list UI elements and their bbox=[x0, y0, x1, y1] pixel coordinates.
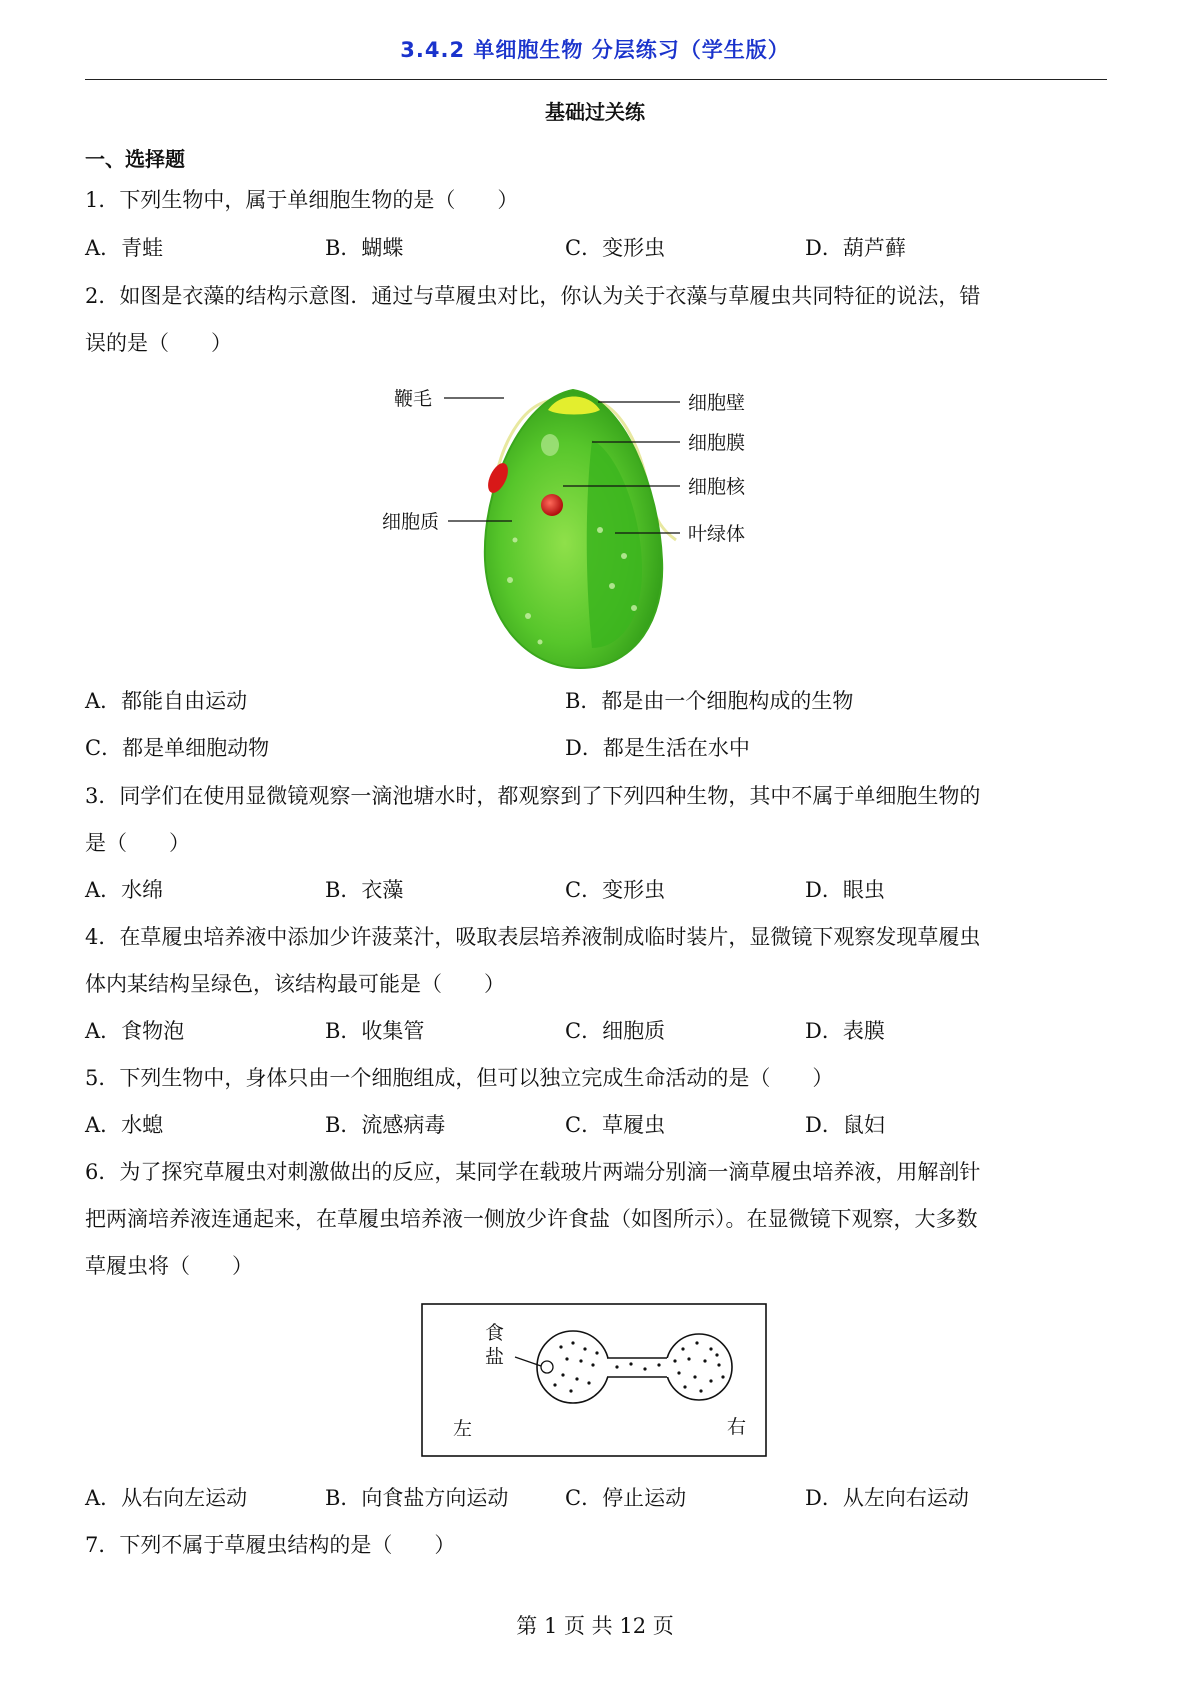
label-chloroplast: 叶绿体 bbox=[688, 523, 746, 545]
question-4-option-a: A．食物泡 bbox=[85, 1019, 185, 1043]
question-5-option-b: B．流感病毒 bbox=[325, 1113, 446, 1137]
nucleus bbox=[541, 494, 563, 516]
salt-particle bbox=[541, 1361, 553, 1373]
question-2-option-d: D．都是生活在水中 bbox=[565, 736, 750, 760]
label-nucleus: 细胞核 bbox=[688, 476, 746, 498]
vacuole bbox=[541, 434, 559, 456]
document-title: 3.4.2 单细胞生物 分层练习（学生版） bbox=[400, 38, 790, 62]
question-2-stem-line-1: 2．如图是衣藻的结构示意图．通过与草履虫对比，你认为关于衣藻与草履虫共同特征的说法，错 bbox=[85, 284, 981, 308]
part-title: 一、选择题 bbox=[85, 147, 185, 171]
question-4-option-c: C．细胞质 bbox=[565, 1019, 666, 1043]
question-4-stem-line-2: 体内某结构呈绿色，该结构最可能是（ ） bbox=[85, 972, 505, 996]
question-5-option-a: A．水螅 bbox=[85, 1113, 164, 1137]
connecting-channel bbox=[605, 1358, 669, 1377]
question-1-option-c: C．变形虫 bbox=[565, 236, 666, 260]
question-4-option-b: B．收集管 bbox=[325, 1019, 425, 1043]
question-3-option-d: D．眼虫 bbox=[805, 878, 885, 902]
label-salt-top: 食 bbox=[485, 1322, 505, 1344]
label-right: 右 bbox=[727, 1416, 747, 1438]
question-5-stem: 5．下列生物中，身体只由一个细胞组成，但可以独立完成生命活动的是（ ） bbox=[85, 1066, 834, 1090]
question-7-stem: 7．下列不属于草履虫结构的是（ ） bbox=[85, 1533, 456, 1557]
question-3-option-b: B．衣藻 bbox=[325, 878, 404, 902]
question-3-option-a: A．水绵 bbox=[85, 878, 164, 902]
question-3-stem-line-2: 是（ ） bbox=[85, 831, 190, 855]
question-6-stem-line-2: 把两滴培养液连通起来，在草履虫培养液一侧放少许食盐（如图所示）。在显微镜下观察，大多数 bbox=[85, 1207, 978, 1231]
label-cell-wall: 细胞壁 bbox=[688, 392, 746, 414]
question-5-option-c: C．草履虫 bbox=[565, 1113, 666, 1137]
question-3-option-c: C．变形虫 bbox=[565, 878, 666, 902]
question-4-stem-line-1: 4．在草履虫培养液中添加少许菠菜汁，吸取表层培养液制成临时装片，显微镜下观察发现草履虫 bbox=[85, 925, 981, 949]
question-1-option-a: A．青蛙 bbox=[85, 236, 164, 260]
question-1-stem: 1．下列生物中，属于单细胞生物的是（ ） bbox=[85, 188, 519, 212]
question-6-option-b: B．向食盐方向运动 bbox=[325, 1486, 509, 1510]
question-1-option-b: B．蝴蝶 bbox=[325, 236, 404, 260]
label-cytoplasm: 细胞质 bbox=[382, 511, 440, 533]
label-flagellum: 鞭毛 bbox=[394, 388, 433, 410]
label-left: 左 bbox=[453, 1418, 473, 1440]
question-5-option-d: D．鼠妇 bbox=[805, 1113, 885, 1137]
question-2-stem-line-2: 误的是（ ） bbox=[85, 331, 232, 355]
label-salt-bottom: 盐 bbox=[485, 1346, 505, 1368]
label-cell-membrane: 细胞膜 bbox=[688, 432, 746, 454]
question-6-option-a: A．从右向左运动 bbox=[85, 1486, 248, 1510]
chlamydomonas-diagram bbox=[380, 380, 810, 670]
question-3-stem-line-1: 3．同学们在使用显微镜观察一滴池塘水时，都观察到了下列四种生物，其中不属于单细胞生物的 bbox=[85, 784, 981, 808]
question-6-stem-line-1: 6．为了探究草履虫对刺激做出的反应，某同学在载玻片两端分别滴一滴草履虫培养液，用解剖针 bbox=[85, 1160, 981, 1184]
question-4-option-d: D．表膜 bbox=[805, 1019, 885, 1043]
question-2-option-a: A．都能自由运动 bbox=[85, 689, 248, 713]
question-2-option-b: B．都是由一个细胞构成的生物 bbox=[565, 689, 854, 713]
page-footer: 第 1 页 共 12 页 bbox=[516, 1614, 674, 1638]
header-divider bbox=[85, 79, 1107, 80]
question-6-stem-line-3: 草履虫将（ ） bbox=[85, 1254, 253, 1278]
question-6-option-c: C．停止运动 bbox=[565, 1486, 687, 1510]
question-6-option-d: D．从左向右运动 bbox=[805, 1486, 969, 1510]
right-droplet bbox=[666, 1334, 732, 1400]
slide-experiment-diagram bbox=[421, 1303, 767, 1457]
section-title: 基础过关练 bbox=[545, 100, 645, 124]
question-2-option-c: C．都是单细胞动物 bbox=[85, 736, 270, 760]
question-1-option-d: D．葫芦藓 bbox=[805, 236, 906, 260]
